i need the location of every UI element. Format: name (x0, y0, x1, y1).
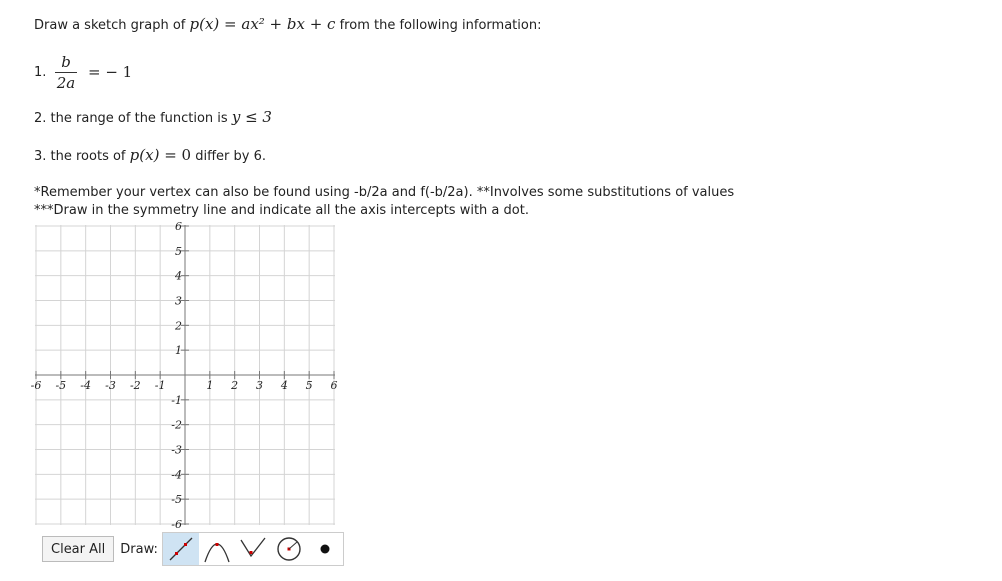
fraction (52, 52, 80, 93)
circle-tool[interactable] (271, 533, 307, 565)
item-2-text: 2. the range of the function is (34, 111, 228, 126)
function-rhs: ax² + bx + c (241, 15, 336, 33)
draw-toolbar (42, 533, 344, 565)
function-lhs: p(x) (189, 15, 220, 33)
item-3-math-eq: = 0 (159, 146, 192, 164)
circle-tool-icon (273, 534, 305, 564)
note-symmetry: ***Draw in the symmetry line and indicate all the axis intercepts with a dot. (34, 203, 529, 218)
item-2 (34, 108, 272, 126)
point-tool[interactable] (307, 533, 343, 565)
parabola-down-tool[interactable] (199, 533, 235, 565)
y-tick-label: -1 (171, 393, 182, 407)
fraction-numerator: b (61, 53, 71, 71)
item-3 (34, 146, 266, 164)
question-title (34, 15, 541, 33)
x-tick-label: 6 (330, 379, 338, 392)
x-tick-label: -4 (80, 379, 92, 392)
x-tick-label: -5 (55, 379, 67, 392)
function-eq: = (219, 15, 242, 33)
item-3-math-fn: p(x) (129, 146, 160, 164)
item-3-suffix: differ by 6. (195, 149, 266, 164)
x-tick-label: 3 (256, 379, 263, 392)
line-tool-icon (165, 534, 197, 564)
item-1-number: 1. (34, 65, 47, 80)
y-tick-label: -6 (171, 518, 182, 531)
x-tick-label: 4 (280, 379, 288, 392)
parabola-down-icon (201, 534, 233, 564)
y-tick-label: 5 (175, 244, 182, 258)
item-2-math: y ≤ 3 (231, 108, 272, 126)
parabola-up-icon (237, 534, 269, 564)
item-3-prefix: 3. the roots of (34, 149, 126, 164)
parabola-up-tool[interactable] (235, 533, 271, 565)
clear-all-button[interactable]: Clear All (42, 536, 114, 562)
item-1 (34, 52, 234, 96)
y-tick-label: 2 (175, 319, 182, 333)
title-prefix: Draw a sketch graph of (34, 18, 186, 33)
y-tick-label: -5 (171, 493, 182, 507)
fraction-denominator: 2a (56, 74, 76, 92)
y-tick-label: 1 (175, 344, 182, 358)
y-tick-label: -3 (171, 443, 182, 457)
x-tick-label: 2 (231, 379, 239, 392)
x-tick-label: -2 (129, 379, 141, 392)
point-tool-icon (309, 534, 341, 564)
y-tick-label: 6 (175, 220, 182, 233)
y-tick-label: 3 (175, 294, 182, 308)
tool-palette (162, 532, 344, 566)
x-tick-label: 5 (305, 379, 313, 392)
line-tool[interactable] (163, 533, 199, 565)
x-tick-label: -1 (154, 379, 166, 392)
y-tick-label: -4 (171, 468, 182, 482)
x-tick-label: 1 (206, 379, 214, 392)
y-tick-label: 4 (175, 269, 182, 283)
x-tick-label: -3 (105, 379, 116, 392)
note-vertex: *Remember your vertex can also be found using -b/2a and f(-b/2a). **Involves some substitutions of values (34, 185, 735, 200)
y-tick-label: -2 (171, 418, 182, 432)
title-suffix: from the following information: (339, 18, 542, 33)
graph-grid[interactable] (30, 220, 338, 531)
graph-canvas[interactable] (30, 220, 338, 531)
x-tick-label: -6 (30, 379, 42, 392)
item-1-relation: = − 1 (88, 63, 133, 81)
draw-label: Draw: (120, 541, 158, 557)
